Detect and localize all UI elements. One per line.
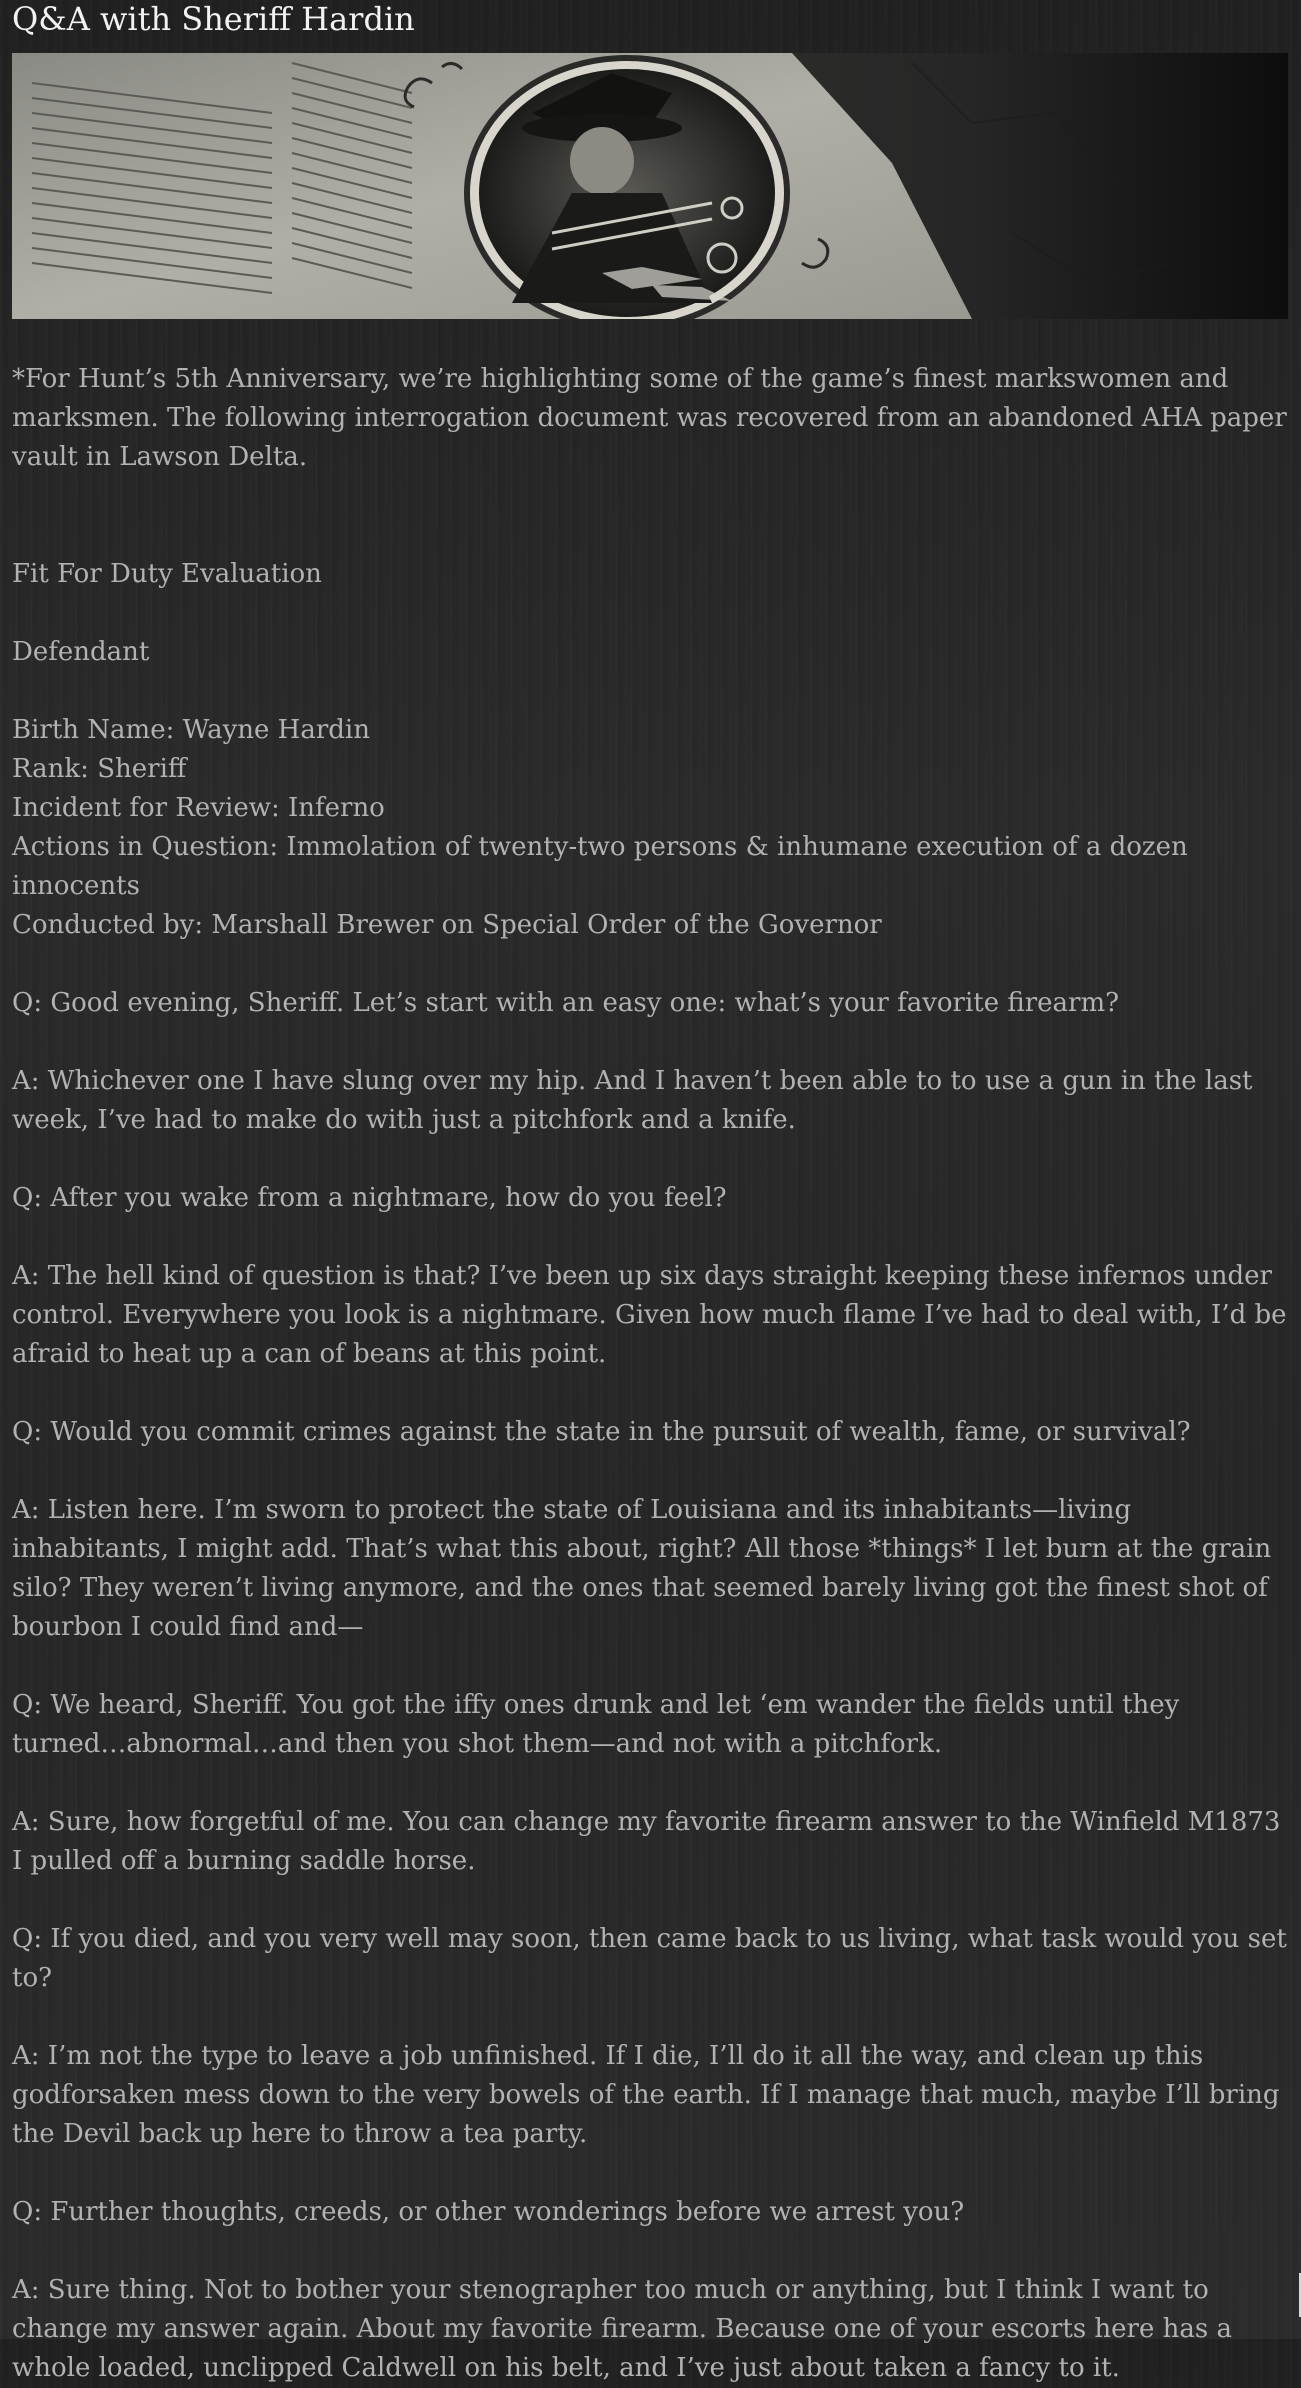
answer-paragraph: A: I’m not the type to leave a job unfinished. If I die, I’ll do it all the way, and clean up this godforsaken mess down to the very bowels of the earth. If I manage that much, maybe I’ll bring the Devil back up here to throw a tea party. [12,2041,1280,2149]
newspaper-sheriff-portrait-icon [12,53,1288,319]
intro-note: *For Hunt’s 5th Anniversary, we’re highlighting some of the game’s finest markswomen and marksmen. The following interrogation document was recovered from an abandoned AHA paper vault in Lawson Delta. [12,364,1287,472]
answer-paragraph: A: Whichever one I have slung over my hip. And I haven’t been able to to use a gun in the last week, I’ve had to make do with just a pitchfork and a knife. [12,1066,1253,1135]
answer-paragraph: A: Listen here. I’m sworn to protect the state of Louisiana and its inhabitants—living inhabitants, I might add. That’s what this about, right? All those *things* I let burn at the grain silo? They weren’t living anymore, and the ones that seemed barely living got the finest shot of bourbon I could find and— [12,1495,1272,1642]
answer-paragraph: A: Sure thing. Not to bother your stenographer too much or anything, but I think I want to change my answer again. About my favorite firearm. Because one of your escorts here has a whole loaded, unclipped Caldwell on his belt, and I’ve just about taken a fancy to it. [12,2275,1232,2383]
evaluation-heading: Fit For Duty Evaluation [12,559,322,589]
question-paragraph: Q: Good evening, Sheriff. Let’s start with an easy one: what’s your favorite firearm? [12,988,1120,1018]
question-paragraph: Q: Further thoughts, creeds, or other wonderings before we arrest you? [12,2197,965,2227]
question-paragraph: Q: Would you commit crimes against the state in the pursuit of wealth, fame, or survival? [12,1417,1191,1447]
question-paragraph: Q: If you died, and you very well may soon, then came back to us living, what task would you set to? [12,1924,1287,1993]
page-title: Q&A with Sheriff Hardin [12,0,415,38]
answer-paragraph: A: The hell kind of question is that? I’ve been up six days straight keeping these infernos under control. Everywhere you look is a nightmare. Given how much flame I’ve had to deal with, I’d be afraid to heat up a can of beans at this point. [12,1261,1287,1369]
answer-paragraph: A: Sure, how forgetful of me. You can change my favorite firearm answer to the Winfield M1873 I pulled off a burning saddle horse. [12,1807,1281,1876]
detail-birth-name: Birth Name: Wayne Hardin [12,715,370,745]
defendant-heading: Defendant [12,637,150,667]
article-body [12,360,1292,2388]
question-paragraph: Q: After you wake from a nightmare, how do you feel? [12,1183,727,1213]
detail-actions: Actions in Question: Immolation of twenty-two persons & inhumane execution of a dozen innocents [12,832,1188,901]
banner-image [12,53,1288,319]
detail-rank: Rank: Sheriff [12,754,187,784]
defendant-details [12,711,1292,945]
detail-conducted-by: Conducted by: Marshall Brewer on Special Order of the Governor [12,910,882,940]
detail-incident: Incident for Review: Inferno [12,793,385,823]
question-paragraph: Q: We heard, Sheriff. You got the iffy ones drunk and let ‘em wander the fields until they turned…abnormal…and then you shot them—and not with a pitchfork. [12,1690,1180,1759]
